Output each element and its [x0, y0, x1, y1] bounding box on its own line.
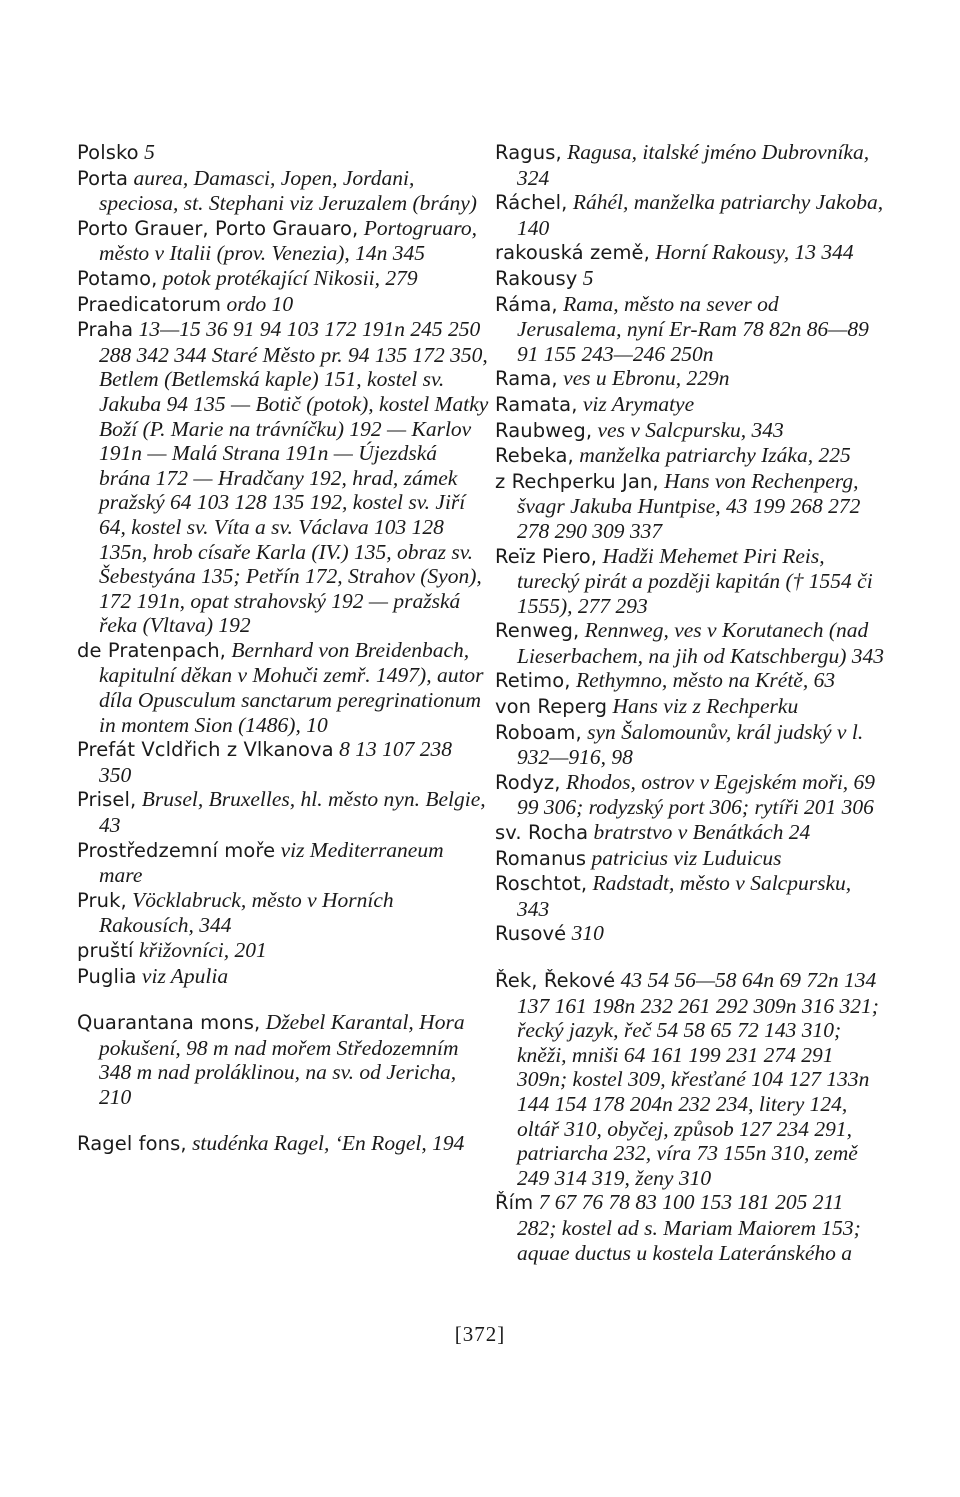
index-entry — [77, 1131, 489, 1157]
index-headword: Potamo, — [77, 266, 158, 290]
index-references: 8 13 107 238 350 — [99, 737, 452, 787]
index-headword: Praedicatorum — [77, 292, 222, 316]
index-entry — [495, 292, 885, 367]
index-references: 5 — [577, 265, 594, 290]
index-entry — [77, 140, 489, 166]
index-headword: de Pratenpach, — [77, 638, 226, 662]
index-headword: Ragel fons, — [77, 1131, 187, 1155]
index-entry — [495, 266, 885, 292]
index-references: studénka Ragel, ‘En Rogel, 194 — [186, 1130, 465, 1155]
index-entry — [77, 888, 489, 938]
index-headword: Rusové — [495, 922, 567, 946]
index-headword: Prisel, — [77, 788, 137, 812]
index-entry — [77, 216, 489, 266]
index-headword: Puglia — [77, 964, 137, 988]
index-entry — [77, 964, 489, 990]
index-entry — [495, 921, 885, 947]
index-headword: Porta — [77, 166, 129, 190]
index-references: potok protékající Nikosii, 279 — [157, 265, 418, 290]
index-references: ordo 10 — [221, 291, 294, 316]
index-references: Hadži Mehemet Piri Reis, turecký pirát a později kapitán († 1554 či 1555), 277 293 — [517, 543, 873, 618]
index-headword: Romanus — [495, 846, 587, 870]
index-references: Hans viz z Rechperku — [607, 694, 799, 719]
index-entry — [495, 240, 885, 266]
index-entry — [77, 938, 489, 964]
index-references: Hans von Rechenperg, švagr Jakuba Huntpise, 43 199 268 272 278 290 309 337 — [517, 468, 861, 543]
index-entry — [77, 266, 489, 292]
index-entry — [495, 1190, 885, 1265]
index-headword: Praha — [77, 318, 134, 342]
section-gap — [77, 989, 489, 1010]
index-headword: Řím — [495, 1191, 534, 1215]
index-headword: Quarantana mons, — [77, 1011, 261, 1035]
index-entry — [77, 317, 489, 638]
index-headword: Polsko — [77, 141, 139, 164]
index-entry — [77, 166, 489, 216]
index-entry — [495, 190, 885, 240]
index-references: Vöcklabruck, město v Horních Rakousích, 344 — [99, 887, 394, 938]
index-headword: Pruk, — [77, 888, 127, 912]
index-headword: sv. Rocha — [495, 821, 589, 845]
index-headword: Prostředzemní moře — [77, 838, 276, 862]
index-references: 310 — [566, 921, 604, 946]
index-headword: Rakousy — [495, 266, 578, 290]
index-references: Rama, město na sever od Jerusalema, nyní Er-Ram 78 82n 86—89 91 155 243—246 250n — [517, 291, 869, 366]
index-headword: Řek, Řekové — [495, 969, 616, 992]
index-headword: Raubweg, — [495, 418, 593, 442]
index-entry — [77, 787, 489, 837]
index-headword: Ráchel, — [495, 191, 568, 215]
index-headword: Rodyz, — [495, 770, 561, 794]
index-headword: Porto Grauer, Porto Grauaro, — [77, 216, 359, 240]
index-headword: Prefát Vcldřich z Vlkanova — [77, 738, 334, 762]
index-references: Brusel, Bruxelles, hl. město nyn. Belgie, 43 — [99, 787, 486, 838]
index-headword: pruští — [77, 939, 134, 962]
index-references: viz Apulia — [136, 963, 229, 988]
index-headword: Roschtot, — [495, 872, 588, 896]
index-headword: Ráma, — [495, 292, 558, 316]
index-entry — [495, 392, 885, 418]
index-entry — [77, 737, 489, 787]
index-references: Ráhél, manželka patriarchy Jakoba, 140 — [517, 190, 884, 240]
index-entry — [495, 140, 885, 190]
index-references: bratrstvo v Benátkách 24 — [588, 820, 811, 845]
index-entry — [77, 638, 489, 737]
index-entry — [495, 418, 885, 444]
index-references: aurea, Damasci, Jopen, Jordani, speciosa, st. Stephani viz Jeruzalem (brány) — [99, 165, 477, 216]
index-references: syn Šalomounův, král judský v l. 932—916, 98 — [517, 719, 864, 770]
index-entry — [495, 544, 885, 619]
index-references: Džebel Karantal, Hora pokušení, 98 m nad mořem Středozemním 348 m nad proláklinou, na sv. od Jericha, 210 — [99, 1010, 465, 1109]
index-headword: Roboam, — [495, 720, 582, 744]
index-headword: von Reperg — [495, 695, 608, 719]
index-headword: Reïz Piero, — [495, 544, 598, 568]
index-references: viz Arymatye — [577, 391, 695, 416]
index-entry — [495, 668, 885, 694]
index-references: Radstadt, město v Salcpursku, 343 — [517, 871, 852, 921]
index-references: 7 67 76 78 83 100 153 181 205 211 282; kostel ad s. Mariam Maiorem 153; aquae ductus u kostela Lateránského a — [517, 1190, 861, 1265]
index-headword: Ramata, — [495, 392, 578, 416]
index-references: 43 54 56—58 64n 69 72n 134 137 161 198n 232 261 292 309n 316 321; řecký jazyk, řeč 54 58 65 72 143 310; kněži, mniši 64 161 199 231 274 291 309n; kostel 309, křesťané 104 127 133n 144 154 178 204n 232 234, litery 124, oltář 310, obyčej, způsob 127 234 291, patriarcha 232, víra 73 155n 310, země 249 314 319, ženy 310 — [517, 968, 879, 1190]
index-references: ves v Salcpursku, 343 — [592, 417, 784, 442]
index-headword: rakouská země, — [495, 241, 650, 265]
index-entry — [495, 720, 885, 770]
index-entry — [495, 968, 885, 1190]
index-entry — [495, 469, 885, 544]
index-references: viz Mediterraneum mare — [99, 837, 444, 888]
index-references: 13—15 36 91 94 103 172 191n 245 250 288 342 344 Staré Město pr. 94 135 172 350, Betlem (Betlemská kaple) 151, kostel sv. Jakuba 94 135 — Botič (potok), kostel Matky Boží (P. Marie na trávníčku) 192 — Karlov 191n — Malá Strana 191n — Újezdská brána 172 — Hradčany 192, hrad, zámek pražský 64 103 128 135 192, kostel sv. Jiří 64, kostel sv. Víta a sv. Václava 103 128 135n, hrob císaře Karla (IV.) 135, obraz sv. Šebestyána 135; Petřín 172, Strahov (Syon), 172 191n, opat strahovský 192 — pražská řeka (Vltava) 192 — [99, 317, 489, 638]
index-entry — [495, 443, 885, 469]
index-references: Portogruaro, město v Italii (prov. Venezia), 14n 345 — [99, 215, 477, 266]
index-references: křižovníci, 201 — [133, 938, 267, 962]
index-headword: z Rechperku Jan, — [495, 469, 659, 493]
index-references: Horní Rakousy, 13 344 — [649, 240, 854, 265]
index-entry — [495, 820, 885, 846]
section-gap — [77, 1110, 489, 1131]
index-headword: Rama, — [495, 367, 558, 391]
page-number: [372] — [454, 1322, 506, 1346]
index-entry — [77, 838, 489, 888]
index-entry — [495, 846, 885, 872]
index-references: Bernhard von Breidenbach, kapitulní děkan v Mohuči zemř. 1497), autor díla Opusculum sanctarum peregrinationum in montem Sion (1486), 10 — [99, 637, 484, 737]
index-column-left — [77, 140, 489, 1156]
index-column-right — [495, 140, 885, 1265]
index-references: patricius viz Luduicus — [586, 845, 782, 870]
index-references: Ragusa, italské jméno Dubrovníka, 324 — [517, 140, 870, 190]
index-entry — [77, 292, 489, 318]
index-headword: Renweg, — [495, 619, 580, 643]
index-references: ves u Ebronu, 229n — [557, 366, 730, 391]
index-entry — [495, 618, 885, 668]
index-entry — [495, 770, 885, 820]
index-entry — [495, 366, 885, 392]
index-headword: Ragus, — [495, 141, 562, 164]
index-references: Rennweg, ves v Korutanech (nad Lieserbachem, na jih od Katschbergu) 343 — [517, 618, 885, 668]
index-entry — [77, 1010, 489, 1109]
index-headword: Rebeka, — [495, 444, 574, 468]
index-references: manželka patriarchy Izáka, 225 — [573, 443, 851, 468]
index-references: Rethymno, město na Krétě, 63 — [570, 668, 836, 693]
section-gap — [495, 947, 885, 968]
index-references: Rhodos, ostrov v Egejském moři, 69 99 306; rodyzský port 306; rytíři 201 306 — [517, 769, 876, 820]
index-entry — [495, 694, 885, 720]
index-references: 5 — [138, 140, 155, 164]
index-headword: Retimo, — [495, 669, 571, 693]
index-entry — [495, 871, 885, 921]
